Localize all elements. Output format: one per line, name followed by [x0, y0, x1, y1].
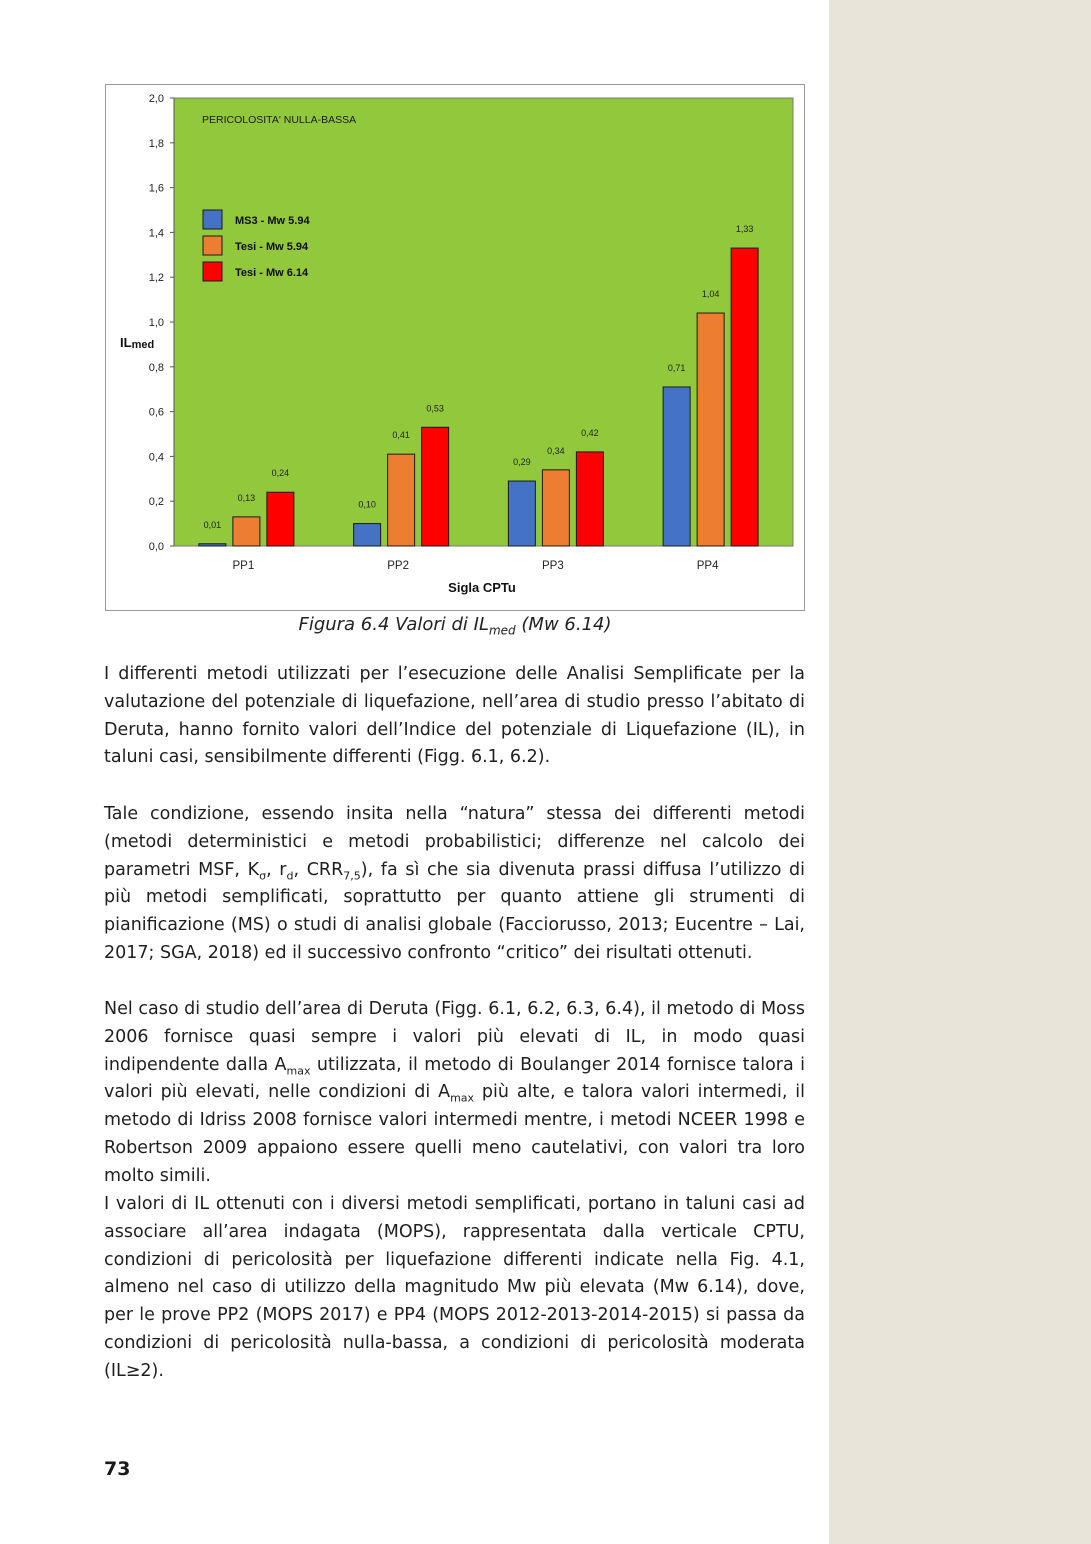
bar-data-label: 0,01	[203, 519, 222, 530]
y-tick-label: 0,0	[148, 541, 164, 553]
y-tick-label: 1,4	[148, 227, 164, 240]
bar	[199, 544, 226, 546]
legend-swatch	[203, 262, 222, 281]
y-tick-label: 2,0	[148, 93, 164, 105]
bar-data-label: 1,04	[701, 289, 720, 300]
bar	[267, 492, 294, 546]
y-tick-label: 0,2	[148, 496, 164, 509]
bar-data-label: 0,13	[237, 492, 256, 503]
paragraph-1: I differenti metodi utilizzati per l’esecuzione delle Analisi Semplificate per la valutazione del potenziale di liquefazione, nell’area di studio presso l’abitato di Deruta, hanno fornito valori dell’Indice del potenziale di Liquefazione (IL), in taluni casi, sensibilmente differenti (Figg. 6.1, 6.2).	[104, 664, 805, 768]
bar	[697, 313, 724, 546]
bar-data-label: 0,42	[581, 427, 599, 438]
paragraph-4: I valori di IL ottenuti con i diversi metodi semplificati, portano in taluni casi ad associare all’area indagata (MOPS), rappresentata dalla verticale CPTU, condizioni di pericolosità per liquefazione differenti indicate nella Fig. 4.1, almeno nel caso di utilizzo della magnitudo Mw più elevata (Mw 6.14), dove, per le prove PP2 (MOPS 2017) e PP4 (MOPS 2012-2013-2014-2015) si passa da condizioni di pericolosità nulla-bassa, a condizioni di pericolosità moderata (IL≥2).	[104, 1194, 805, 1381]
bar-data-label: 0,41	[392, 430, 410, 441]
y-tick-label: 1,2	[148, 272, 164, 285]
page-side-band	[829, 0, 1091, 1544]
legend-swatch	[203, 210, 222, 229]
legend-label: Tesi - Mw 6.14	[235, 267, 309, 279]
y-tick-label: 1,6	[148, 182, 164, 195]
y-axis-label: ILmed	[120, 335, 155, 351]
bar	[508, 481, 535, 546]
bar-data-label: 0,10	[358, 499, 376, 510]
paragraph-3: Nel caso di studio dell’area di Deruta (Figg. 6.1, 6.2, 6.3, 6.4), il metodo di Moss 2006 fornisce quasi sempre i valori più elevati di IL, in modo quasi indipendente dalla $A_{max}$ utilizzata, il metodo di Boulanger 2014 fornisce talora i valori più elevati, nelle condizioni di $A_{max}$ più alte, e talora valori intermedi, il metodo di Idriss 2008 fornisce valori intermedi mentre, i metodi NCEER 1998 e Robertson 2009 appaiono essere quelli meno cautelativi, con valori tra loro molto simili.	[104, 999, 805, 1186]
legend-label: Tesi - Mw 5.94	[235, 241, 309, 253]
bar	[542, 470, 569, 546]
bar	[663, 387, 690, 546]
bar-data-label: 0,34	[547, 445, 565, 456]
x-tick-label: PP1	[232, 560, 255, 572]
bar-data-label: 0,24	[271, 468, 290, 479]
y-tick-label: 0,6	[148, 406, 164, 419]
bar	[576, 452, 603, 546]
bar-data-label: 0,29	[513, 457, 531, 468]
x-tick-label: PP2	[387, 560, 409, 572]
bar-data-label: 1,33	[735, 224, 754, 235]
y-tick-label: 1,8	[148, 137, 164, 150]
x-tick-label: PP3	[542, 560, 564, 572]
x-tick-label: PP4	[696, 560, 719, 572]
legend-swatch	[203, 236, 222, 255]
bar	[354, 524, 381, 546]
il-med-bar-chart	[105, 84, 805, 611]
y-tick-label: 0,4	[148, 451, 164, 464]
x-axis-label: Sigla CPTu	[448, 580, 516, 595]
figure-caption: Figura 6.4 Valori di $IL_{med}$ (Mw 6.14)	[298, 614, 612, 638]
page-number: 73	[104, 1458, 131, 1480]
paragraph-2: Tale condizione, essendo insita nella “natura” stessa dei differenti metodi (metodi deterministici e metodi probabilistici; differenze nel calcolo dei parametri MSF, $K_\sigma$, $r_d$, $CRR_{7,5}$), fa sì che sia divenuta prassi diffusa l’utilizzo di più metodi semplificati, soprattutto per quanto attiene gli strumenti di pianificazione (MS) o studi di analisi globale (Facciorusso, 2013; Eucentre – Lai, 2017; SGA, 2018) ed il successivo confronto “critico” dei risultati ottenuti.	[104, 804, 806, 963]
bar	[233, 517, 260, 546]
y-tick-label: 0,8	[148, 361, 164, 374]
y-tick-label: 1,0	[148, 317, 164, 329]
chart-annotation: PERICOLOSITA' NULLA-BASSA	[202, 114, 357, 126]
bar	[422, 427, 449, 546]
bar-data-label: 0,71	[667, 362, 686, 373]
bar-data-label: 0,53	[426, 403, 444, 414]
bar	[388, 454, 415, 546]
legend-label: MS3 - Mw 5.94	[235, 215, 310, 227]
bar	[731, 248, 758, 546]
